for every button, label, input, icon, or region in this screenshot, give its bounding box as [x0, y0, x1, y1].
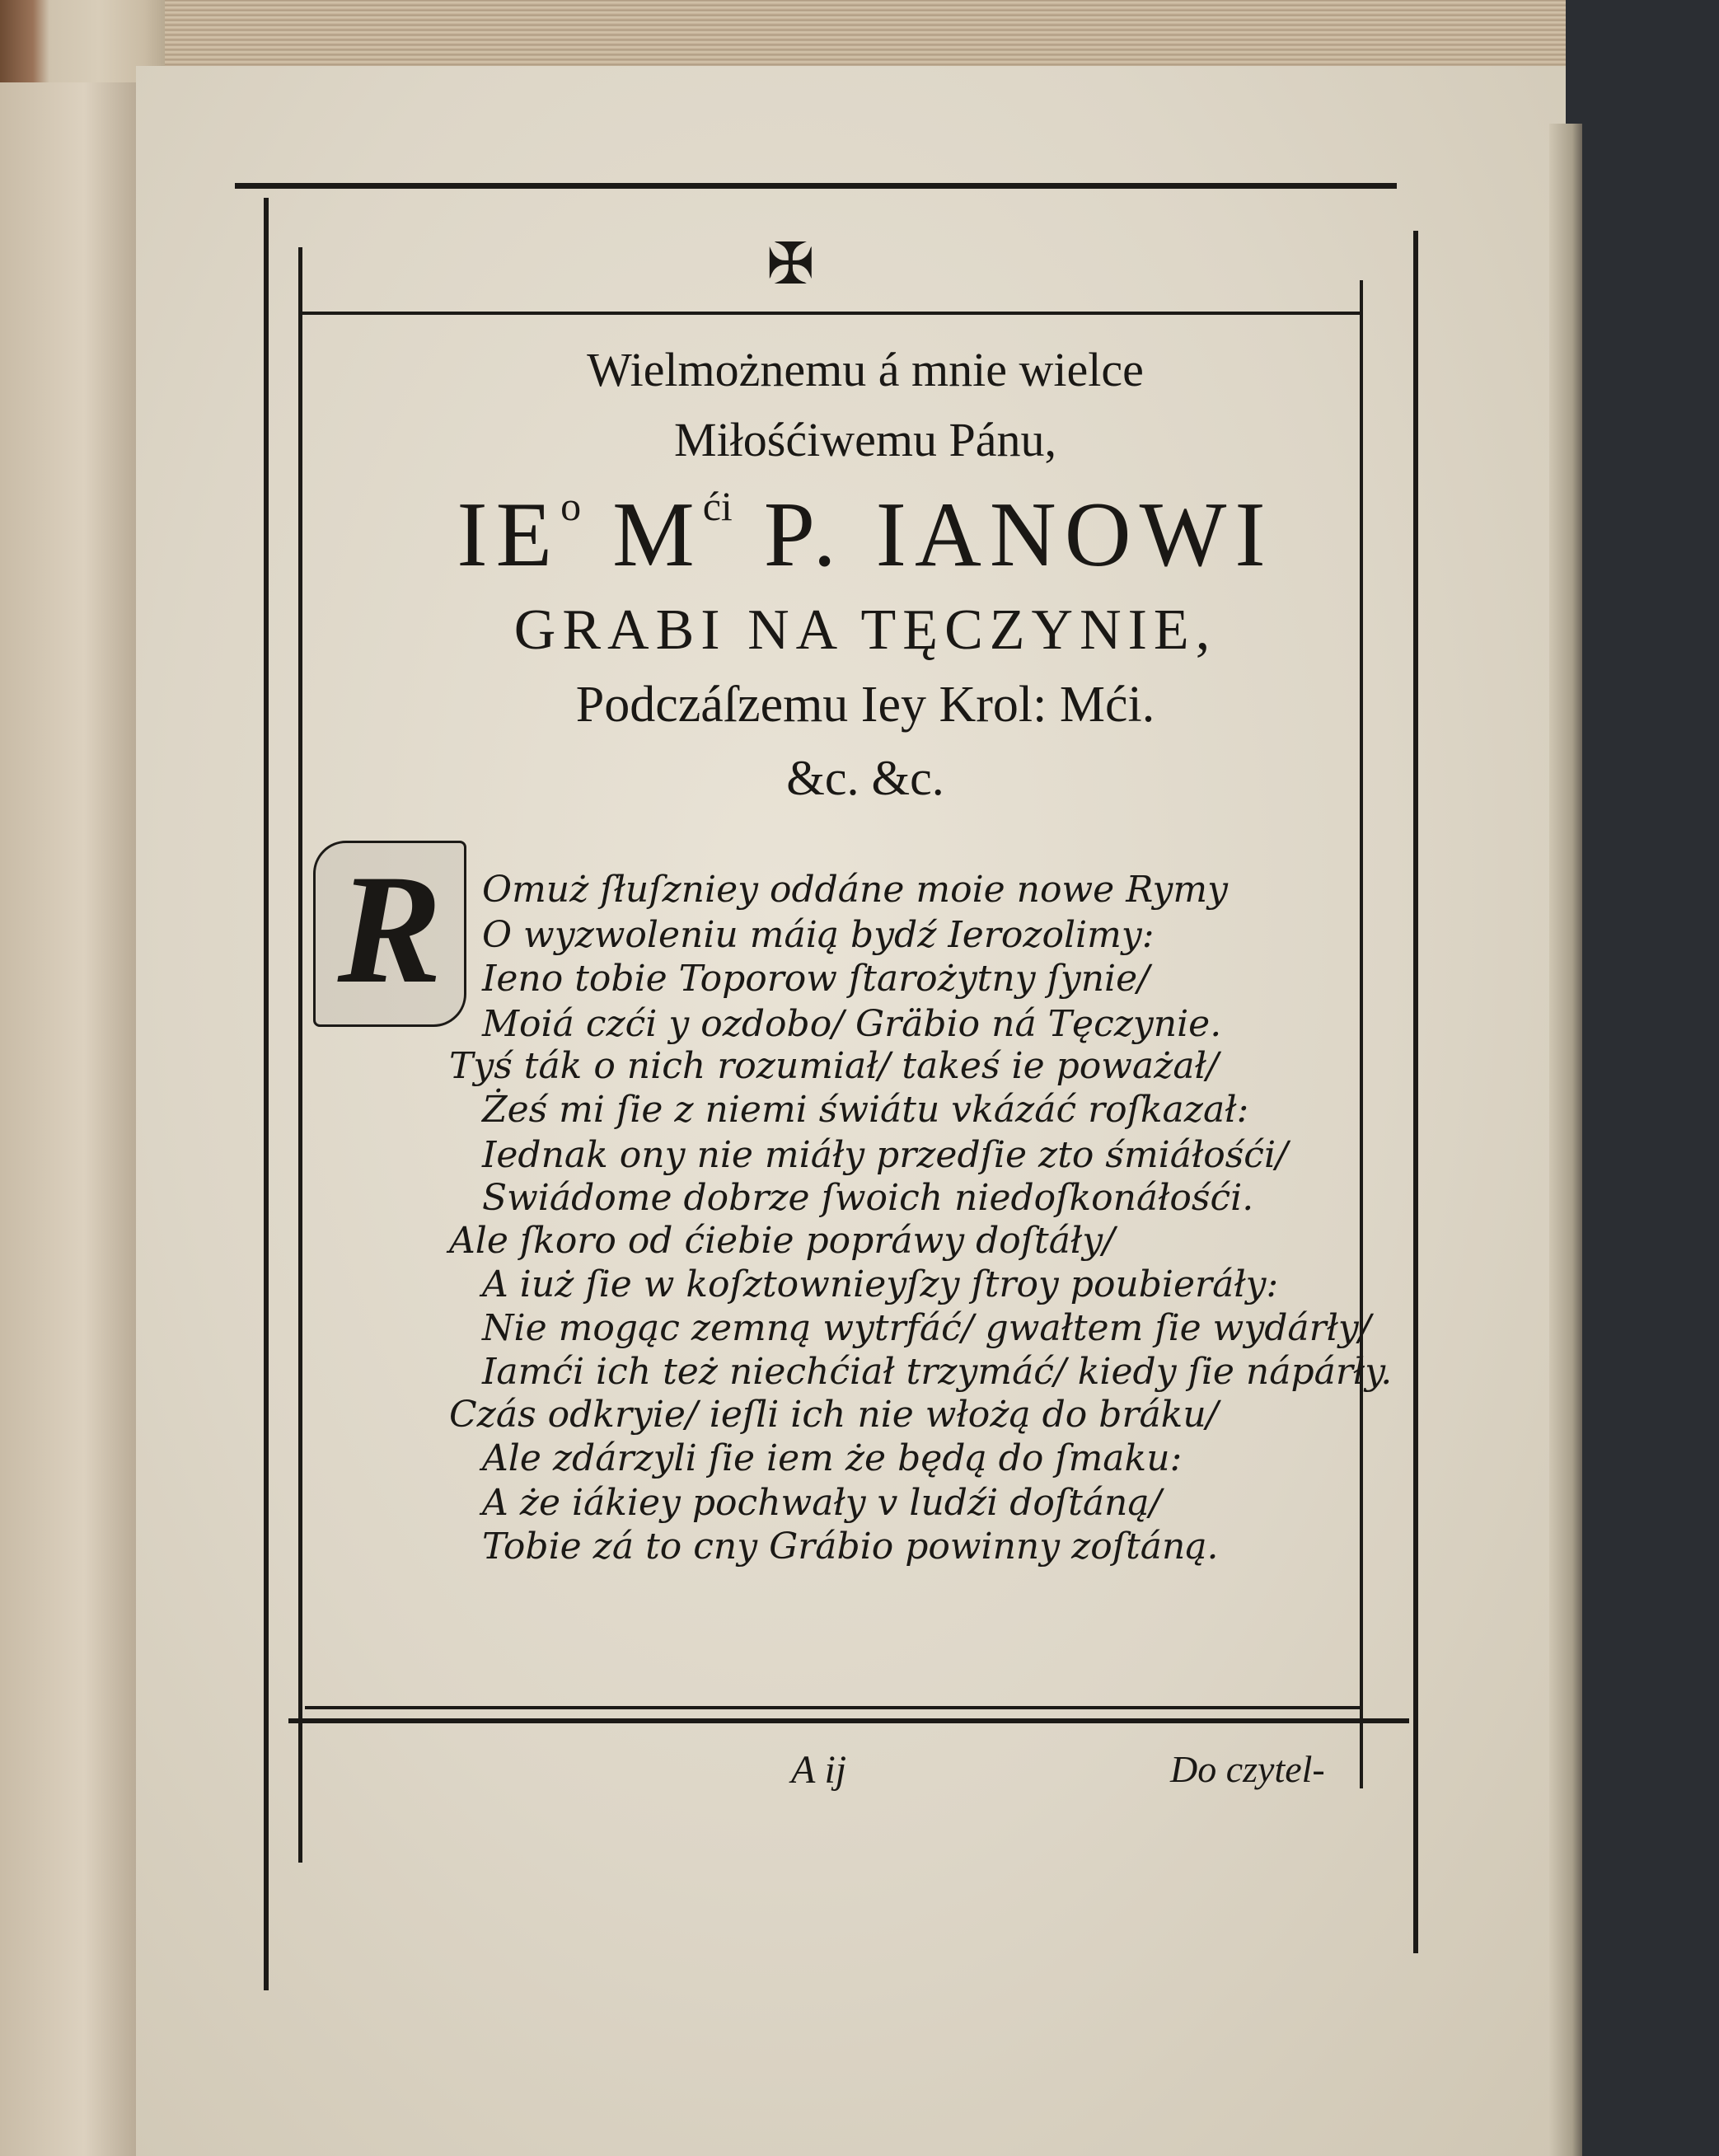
- frame-left-inner-rule: [298, 247, 302, 1863]
- frame-top-outer-rule: [235, 183, 1397, 189]
- verse-line-6: Żeś mi ſie z niemi świátu vkázáć roſkazał:: [482, 1089, 1249, 1131]
- verse-line-1: Omuż ſłuſzniey oddáne moie nowe Rymy: [482, 869, 1228, 911]
- verse-line-2: O wyzwoleniu máią bydź Ierozolimy:: [482, 914, 1155, 956]
- name-prefix: IE: [457, 484, 561, 586]
- left-page-leaf: [0, 82, 140, 2156]
- catchword: Do czytel-: [1170, 1748, 1325, 1790]
- verse-line-13: Czás odkryie/ ieſli ich nie włożą do bráku/: [449, 1394, 1219, 1436]
- verse-line-12: Iamći ich też niechćiał trzymáć/ kiedy ſie nápárły.: [482, 1351, 1393, 1393]
- verse-line-5: Tyś ták o nich rozumiał/ takeś ie poważał/: [449, 1045, 1219, 1087]
- page-right-edge: [1549, 124, 1582, 2156]
- verse-line-7: Iednak ony nie miáły przedſie zto śmiáłośći/: [482, 1134, 1288, 1176]
- name-superscript-2: ći: [702, 483, 733, 529]
- verse-line-8: Swiádome dobrze ſwoich niedoſkonáłośći.: [482, 1177, 1254, 1219]
- title-grabia-line: GRABI NA TĘCZYNIE,: [513, 598, 1217, 662]
- verse-line-16: Tobie zá to cny Grábio powinny zoſtáną.: [482, 1526, 1219, 1568]
- frame-bottom-outer-rule: [288, 1718, 1409, 1723]
- dedication-line-2: Miłośćiwemu Pánu,: [674, 413, 1056, 466]
- verse-line-14: Ale zdárzyli ſie iem że będą do ſmaku:: [482, 1437, 1183, 1479]
- title-office-line: Podczáſzemu Iey Krol: Mći.: [575, 677, 1155, 733]
- frame-top-inner-rule: [301, 312, 1360, 315]
- frame-bottom-inner-rule: [305, 1706, 1360, 1709]
- name-main: P. IANOWI: [763, 484, 1274, 586]
- verse-line-15: A że iákiey pochwały v ludźi doſtáną/: [482, 1482, 1162, 1524]
- verse-line-9: Ale ſkoro od ćiebie popráwy doſtáły/: [449, 1220, 1115, 1262]
- decorated-initial: R: [313, 841, 466, 1027]
- frame-left-outer-rule: [264, 198, 269, 1990]
- signature-mark: A ij: [791, 1748, 847, 1792]
- verse-line-4: Moiá czći y ozdobo/ Gräbio ná Tęczynie.: [482, 1003, 1222, 1045]
- dedication-line-1: Wielmożnemu á mnie wielce: [587, 343, 1144, 396]
- name-superscript-1: o: [560, 483, 582, 529]
- verse-line-3: Ieno tobie Toporow ſtarożytny ſynie/: [482, 958, 1150, 1000]
- frame-right-outer-rule: [1413, 231, 1418, 1953]
- cross-ornament-icon: ✠: [766, 230, 815, 298]
- title-etc-line: &c. &c.: [786, 751, 944, 805]
- name-m: M: [612, 484, 703, 586]
- verse-line-11: Nie mogąc zemną wytrfáć/ gwałtem ſie wydárły/: [482, 1307, 1371, 1349]
- verse-line-10: A iuż ſie w koſztownieyſzy ſtroy poubieráły:: [482, 1263, 1279, 1305]
- title-name: [330, 482, 1401, 588]
